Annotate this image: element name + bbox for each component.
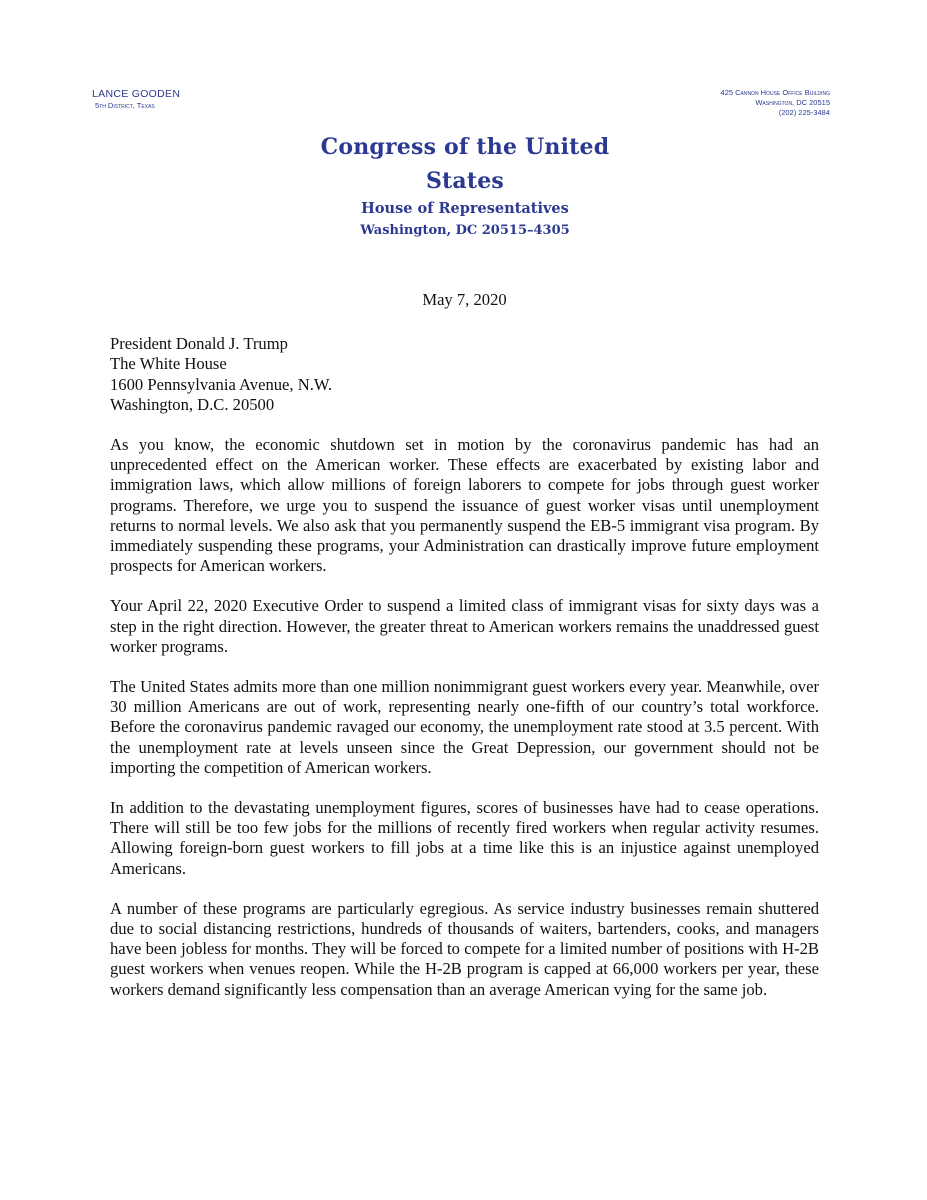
recipient-line: 1600 Pennsylvania Avenue, N.W. [110,374,333,394]
congress-title: Congress of the United States [320,134,610,194]
city-zip: Washington, DC 20515–4305 [360,223,570,238]
recipient-line: Washington, D.C. 20500 [110,394,275,414]
letter-date: May 7, 2020 [422,290,507,309]
paragraph: The United States admits more than one million nonimmigrant guest workers every year. Meanwhile, over 30 million Americans are out of work, representing nearly one-fifth of our country’s total workforce. Before the coronavirus pandemic ravaged our economy, the unemployment rate stood at 3.5 percent. With the unemployment rate at levels unseen since the Great Depression, our government should not be importing the competition of American workers. [110,677,819,777]
house-title: House of Representatives [361,200,569,217]
paragraph: A number of these programs are particularly egregious. As service industry businesses remain shuttered due to social distancing restrictions, hundreds of thousands of waiters, bartenders, cooks, and managers have been jobless for months. They will be forced to compete for a limited number of positions with H-2B guest workers when venues reopen. While the H-2B program is capped at 66,000 workers per year, these workers demand significantly less compensation than an average American vying for the same job. [110,898,819,999]
recipient-line: The White House [110,354,227,374]
recipient-line: President Donald J. Trump [110,334,288,354]
paragraph: Your April 22, 2020 Executive Order to suspend a limited class of immigrant visas for sixty days was a step in the right direction. However, the greater threat to American workers remains the unaddressed guest worker programs. [110,596,819,656]
recipient-address [110,334,819,415]
member-name: LANCE GOODEN [92,88,181,100]
office-address-line2: Washington, DC 20515 [755,98,830,107]
office-phone: (202) 225-3484 [778,108,830,117]
office-address-block [721,88,830,118]
member-district: 5th District, Texas [95,101,155,110]
letter-body [110,290,819,1020]
paragraph: In addition to the devastating unemployment figures, scores of businesses have had to cease operations. There will still be too few jobs for the millions of recently fired workers when regular activity resumes. Allowing foreign-born guest workers to fill jobs at a time like this is an injustice against unemployed Americans. [110,798,819,878]
letterhead-title [300,130,630,242]
paragraph: As you know, the economic shutdown set in motion by the coronavirus pandemic has had an unprecedented effect on the American worker. These effects are exacerbated by existing labor and immigration laws, which allow millions of foreign laborers to compete for jobs through guest worker programs. Therefore, we urge you to suspend the issuance of guest worker visas until unemployment returns to normal levels. We also ask that you permanently suspend the EB-5 immigrant visa program. By immediately suspending these programs, your Administration can drastically improve future employment prospects for American workers. [110,435,819,576]
member-block [92,88,180,111]
office-address-line1: 425 Cannon House Office Building [720,88,830,97]
